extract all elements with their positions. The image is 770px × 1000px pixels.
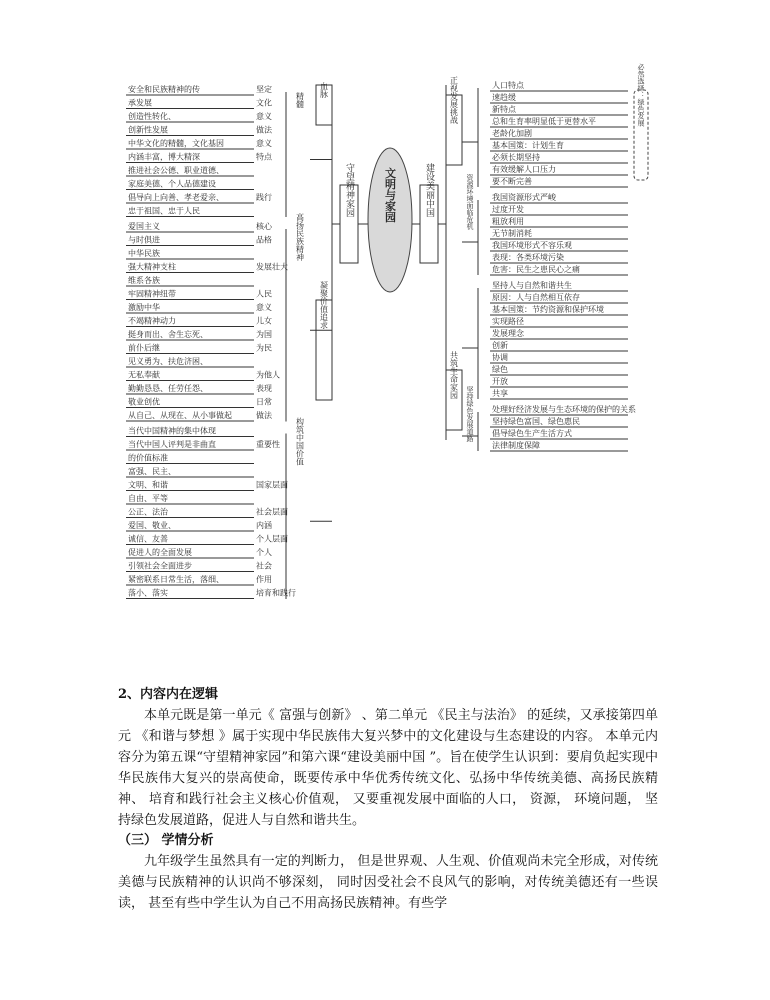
right-item-text: 总和生育率明显低于更替水平 (492, 117, 596, 126)
section-2-title: 2、内容内在逻辑 (118, 687, 219, 702)
left-item-text: 见义勇为、扶危济困、 (128, 357, 208, 366)
right-item-text: 新特点 (492, 105, 516, 114)
right-section-label: 资源环境面临危机 (466, 174, 474, 230)
left-item-text: 推进社会公德、职业道德、 (128, 166, 224, 175)
right-item-text: 粗放利用 (492, 217, 524, 226)
center-label: 文明与家园 (383, 167, 397, 223)
right-item-text: 我国环境形式不容乐观 (492, 241, 572, 250)
right-item-text: 开放 (492, 377, 508, 386)
left-item-key: 为国 (256, 330, 272, 339)
right-item-text: 我国资源形式严峻 (492, 193, 556, 202)
right-item-text: 危害：民生之患民心之痛 (492, 265, 580, 274)
right-item-text: 基本国策：计划生育 (492, 141, 564, 150)
right-item-text: 表现：各类环境污染 (492, 253, 564, 262)
right-item-text: 要不断完善 (492, 177, 532, 186)
right-item-text: 绿色 (492, 365, 508, 374)
left-item-text: 爱国、敬业、 (128, 521, 176, 530)
left-item-text: 从自己、从现在、从小事做起 (128, 411, 232, 420)
left-item-key: 培育和践行 (256, 588, 296, 598)
svg-text:共筑生命家园: 共筑生命家园 (449, 351, 459, 399)
left-item-key: 特点 (256, 152, 272, 162)
svg-text:正视发展挑战: 正视发展挑战 (449, 76, 459, 124)
left-item-text: 当代中国人评判是非曲直 (128, 440, 216, 449)
svg-text:必然选择：绿色发展: 必然选择：绿色发展 (637, 63, 645, 127)
right-item-text: 必须长期坚持 (492, 153, 540, 162)
left-item-text: 激励中华 (128, 303, 160, 312)
left-item-key: 国家层面 (256, 480, 288, 490)
left-item-key: 坚定 (256, 85, 272, 94)
svg-text:凝聚价值追求: 凝聚价值追求 (319, 281, 329, 329)
section-2-body: 本单元既是第一单元《 富强与创新》 、第二单元 《民主与法治》 的延续，又承接第四单元 《和谐与梦想 》属于实现中华民族伟大复兴梦中的文化建设与生态建设的内容。 本单元内容分为第五课“守望精神家园”和第六课“建设美丽中国 ”。旨在使学生认识到：要肩负起实现中华民族伟大复兴的崇高使命，既要传承中华优秀传统文化、弘扬中华传统美德、高扬民族精神、 培育和践行社会主义核心价值观， 又要重视发展中面临的人口， 资源， 环境问题， 坚持绿色发展道路，促进人与自然和谐共生。 (118, 708, 658, 828)
left-item-text: 承发展 (128, 98, 152, 108)
left-item-text: 自由、平等 (128, 494, 168, 503)
left-item-text: 无私奉献 (128, 370, 160, 380)
left-item-text: 忠于祖国、忠于人民 (128, 206, 200, 216)
left-item-key: 做法 (256, 125, 272, 135)
left-item-key: 社会层面 (256, 507, 288, 517)
right-item-text: 创新 (492, 341, 508, 350)
section-3-title: （三） 学情分析 (118, 833, 214, 848)
left-item-text: 促进人的全面发展 (128, 548, 192, 557)
section-2 (118, 684, 658, 831)
left-item-key: 品格 (256, 235, 272, 245)
right-branch-label: 建设美丽中国 (424, 163, 434, 217)
left-branch-label: 守望精神家园 (344, 163, 354, 217)
svg-text:血脉: 血脉 (319, 82, 329, 98)
right-item-text: 实现路径 (492, 317, 524, 326)
left-item-text: 创新性发展 (128, 125, 168, 135)
left-item-text: 创造性转化、 (128, 112, 176, 121)
left-item-text: 敬业创优 (128, 397, 160, 407)
right-item-text: 坚持人与自然和谐共生 (492, 281, 572, 290)
left-item-key: 践行 (256, 193, 272, 202)
left-item-text: 牢固精神纽带 (128, 289, 176, 299)
left-item-key: 发展壮大 (256, 262, 288, 272)
left-item-key: 个人 (256, 548, 272, 557)
left-item-text: 公正、法治 (128, 507, 168, 517)
left-item-text: 文明、和谐 (128, 480, 168, 490)
left-item-text: 安全和民族精神的传 (128, 85, 200, 94)
left-item-key: 重要性 (256, 440, 280, 449)
left-subtopic: 精髓 (295, 92, 305, 108)
right-item-text: 处理好经济发展与生态环境的保护的关系 (492, 405, 636, 414)
right-item-text: 有效缓解人口压力 (492, 165, 556, 174)
left-item-text: 爱国主义 (128, 222, 160, 231)
right-item-text: 法律制度保障 (492, 441, 540, 450)
right-item-text: 倡导绿色生产生活方式 (492, 429, 572, 438)
left-item-key: 意义 (256, 139, 272, 148)
left-item-text: 与时俱进 (128, 235, 160, 245)
left-item-key: 人民 (256, 289, 272, 299)
right-item-text: 老龄化加剧 (492, 129, 532, 138)
left-item-text: 中华民族 (128, 249, 160, 258)
left-item-text: 引领社会全面进步 (128, 561, 192, 571)
left-subtopic: 高扬民族精神 (295, 213, 305, 261)
left-item-key: 日常 (256, 397, 272, 407)
left-subtopic: 构筑中国价值 (295, 417, 305, 466)
right-item-text: 速趋缓 (492, 93, 516, 102)
right-item-text: 发展理念 (492, 329, 524, 338)
right-item-text: 基本国策：节约资源和保护环境 (492, 305, 604, 314)
left-item-key: 为民 (256, 343, 272, 353)
left-item-key: 意义 (256, 112, 272, 121)
left-item-text: 挺身而出、舍生忘死、 (128, 330, 208, 339)
left-item-text: 勤勤恳恳、任劳任怨、 (128, 384, 208, 393)
left-item-key: 为他人 (256, 370, 280, 380)
left-item-text: 落小、落实 (128, 588, 168, 598)
left-item-key: 作用 (256, 575, 272, 584)
left-item-text: 中华文化的精髓，文化基因 (128, 139, 224, 148)
right-item-text: 协调 (492, 353, 508, 362)
right-item-text: 过度开发 (492, 205, 524, 214)
left-item-text: 紧密联系日常生活，落细、 (128, 575, 224, 584)
left-item-text: 诚信、友善 (128, 534, 168, 544)
section-3 (118, 830, 658, 914)
left-item-text: 维系各族 (128, 276, 160, 285)
left-item-text: 倡导向上向善、孝老爱亲、 (128, 193, 224, 202)
left-item-text: 家庭美德、个人品德建设 (128, 179, 216, 189)
section-3-body: 九年级学生虽然具有一定的判断力， 但是世界观、人生观、价值观尚未完全形成，对传统美德与民族精神的认识尚不够深刻， 同时因受社会不良风气的影响，对传统美德还有一些误读， 甚至有些中学生认为自己不用高扬民族精神。有些学 (118, 854, 658, 911)
left-item-key: 意义 (256, 303, 272, 312)
left-item-key: 个人层面 (256, 534, 288, 544)
left-item-text: 的价值标准 (128, 453, 168, 463)
right-item-text: 原因：人与自然相互依存 (492, 293, 580, 302)
right-item-text: 无节制消耗 (492, 229, 532, 238)
left-item-text: 内涵丰富，博大精深 (128, 152, 200, 162)
right-item-text: 人口特点 (492, 81, 524, 90)
left-item-key: 表现 (256, 384, 272, 393)
left-item-key: 社会 (256, 561, 272, 571)
left-item-text: 当代中国精神的集中体现 (128, 426, 216, 436)
left-item-key: 文化 (256, 98, 272, 108)
left-item-text: 不竭精神动力 (128, 316, 176, 326)
left-item-text: 强大精神支柱 (128, 262, 176, 272)
right-item-text: 坚持绿色富国、绿色惠民 (492, 417, 580, 426)
left-item-key: 核心 (256, 222, 272, 231)
left-item-text: 前仆后继 (128, 343, 160, 353)
left-item-key: 内涵 (256, 521, 272, 530)
left-item-key: 儿女 (256, 316, 272, 326)
right-section-label: 坚持绿色发展道路 (466, 386, 474, 442)
left-item-text: 富强、民主、 (128, 467, 176, 476)
left-item-key: 做法 (256, 411, 272, 420)
right-item-text: 共享 (492, 389, 508, 398)
